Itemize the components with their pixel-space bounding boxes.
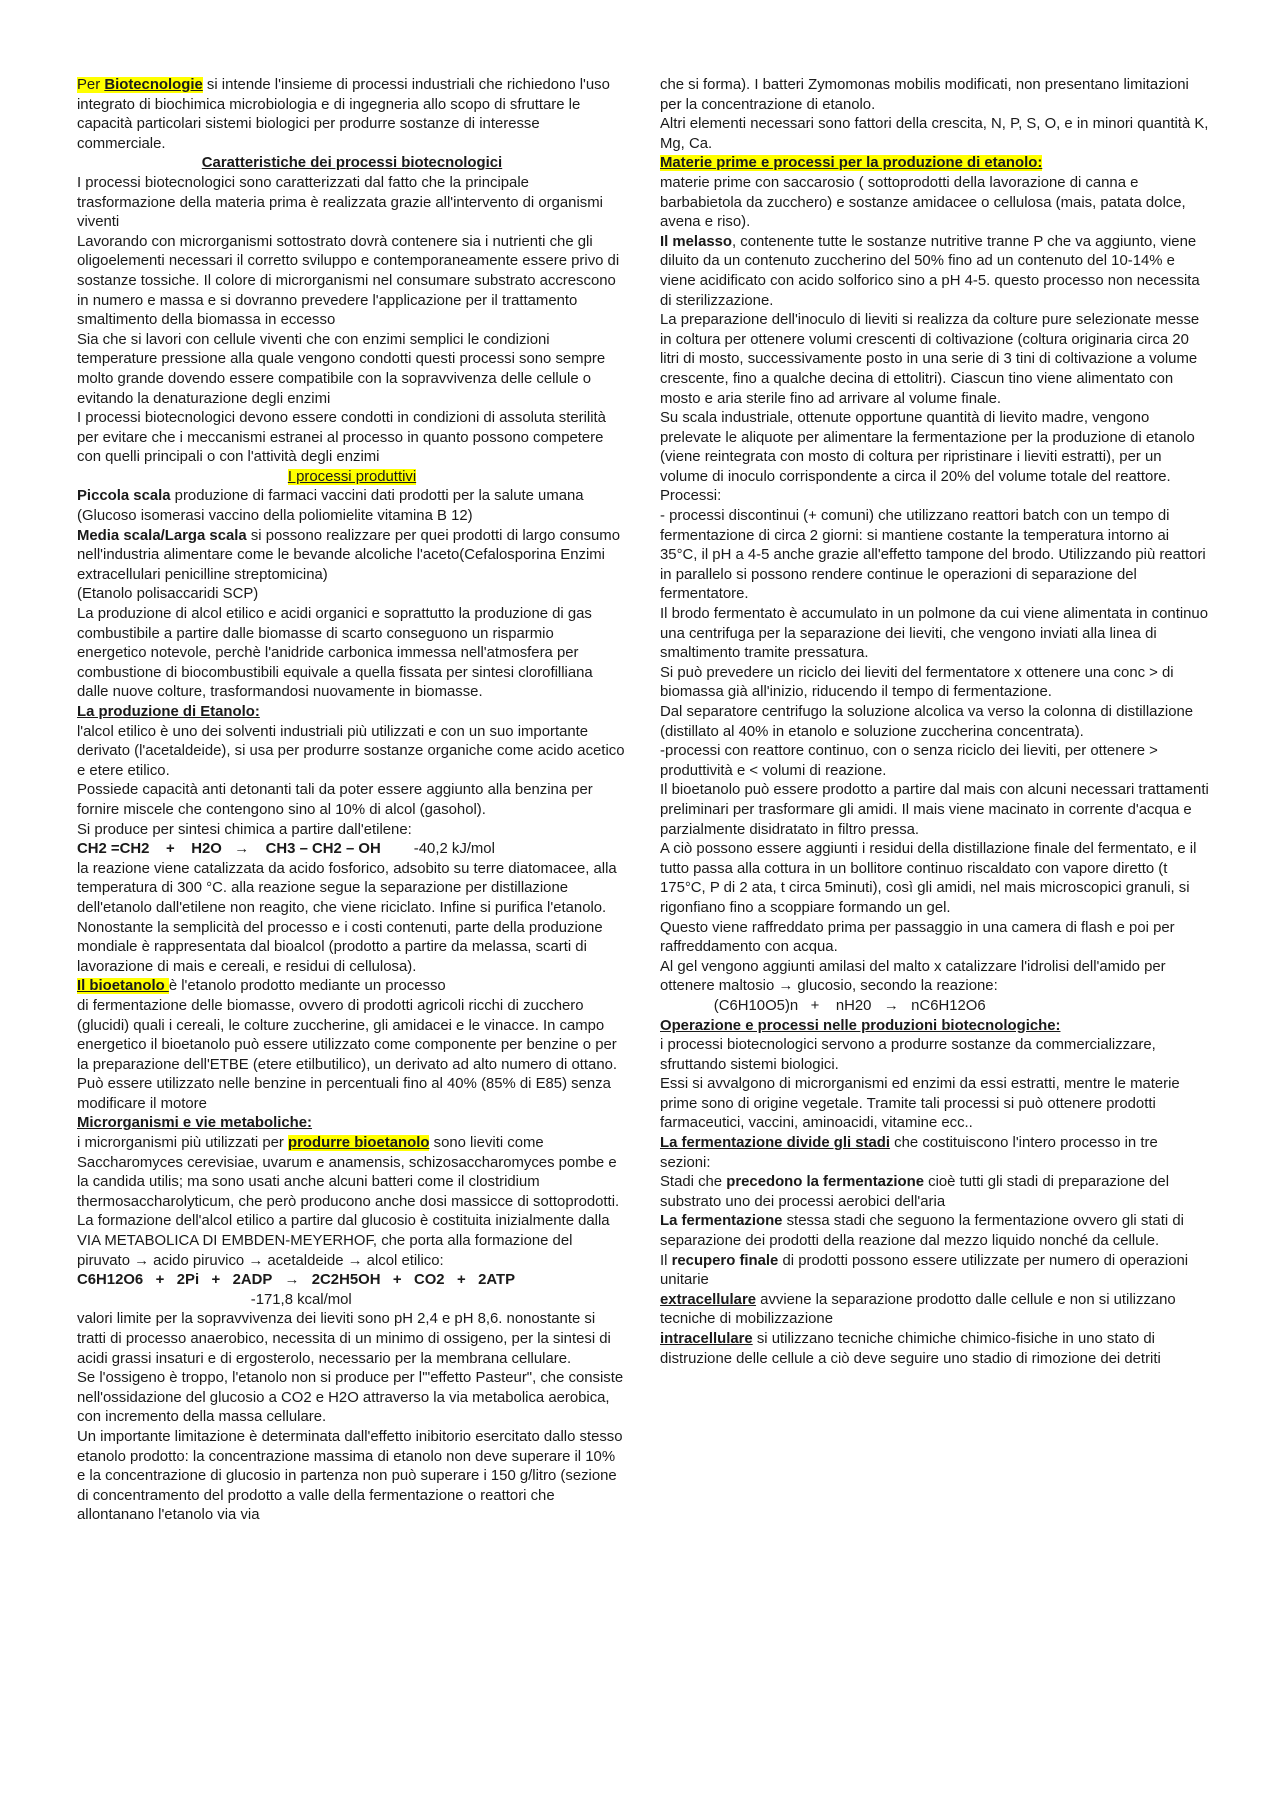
paragraph: Altri elementi necessari sono fattori della crescita, N, P, S, O, e in minori quantità K, Mg, Ca. — [660, 116, 1209, 152]
paragraph: di fermentazione delle biomasse, ovvero di prodotti agricoli ricchi di zucchero (glucidi) quali i cereali, le colture zuccherine, gli amidacei e le vinacce. In campo energetico il bioetanolo può essere utilizzato come componente per benzine o per la preparazione dell'ETBE (etere etilbutilico), un derivato ad alto numero di ottano. Può essere utilizzato nelle benzine in percentuali fino al 40% (85% di E85) senza modificare il motore — [77, 997, 618, 1112]
equation-starch: (C6H10O5)n + nH20 → nC6H12O6 — [660, 997, 986, 1014]
paragraph: I processi biotecnologici devono essere condotti in condizioni di assoluta sterilità per evitare che i meccanismi estranei al processo in quanto possono competere con quelli principali o con l'attività degli enzimi — [77, 410, 606, 466]
fermentazione-text: che costituiscono l'intero processo in tre sezioni: — [660, 1135, 1158, 1171]
heading-processi-produttivi: I processi produttivi — [287, 468, 417, 485]
heading-operazione: Operazione e processi nelle produzioni biotecnologiche: — [660, 1017, 1061, 1034]
intro-per: Per — [77, 77, 101, 93]
heading-microrganismi: Microrganismi e vie metaboliche: — [77, 1115, 313, 1132]
paragraph: Un importante limitazione è determinata dall'effetto inibitorio esercitato dallo stesso etanolo prodotto: la concentrazione massima di etanolo non deve superare il 10% e la concentrazione di glucosio in partenza non può superare i 150 g/litro (sezione di concentramento del prodotto a valle della fermentazione o reattori che allontanano l'etanolo via via — [77, 1428, 623, 1524]
equation-glucose: C6H12O6 + 2Pi + 2ADP → 2C2H5OH + CO2 + 2ATP — [77, 1272, 516, 1289]
microrganismi-pre: i microrganismi più utilizzati per — [77, 1135, 289, 1152]
paragraph: I processi biotecnologici sono caratterizzati dal fatto che la principale trasformazione della materia prima è realizzata grazie all'intervento di organismi viventi — [77, 174, 603, 231]
produrre-bioetanolo-term: produrre bioetanolo — [288, 1135, 430, 1152]
paragraph: - processi discontinui (+ comuni) che utilizzano reattori batch con un tempo di fermentazione di circa 2 giorni: si mantiene costante la temperatura intorno ai 35°C, il pH a 4-5 anche grazie all'effetto tampone del brodo. Utilizzando più reattori in parallelo si possono rendere continue le operazioni di separazione del fermentatore. — [660, 508, 1206, 603]
paragraph: La produzione di alcol etilico e acidi organici e soprattutto la produzione di gas combustibile a partire dalle biomasse di scarto conseguono un risparmio energetico notevole, perchè l'anidride carbonica immessa nell'atmosfera per combustione di biocombustibili equivale a quella fissata per sintesi clorofilliana dalle nuove colture, trasformandosi nuovamente in biomasse. — [77, 606, 593, 701]
intracellulare-text: si utilizzano tecniche chimiche chimico-fisiche in uno stato di distruzione delle cellule a ciò deve seguire uno stadio di rimozione dei detriti — [660, 1331, 1161, 1367]
intracellulare-paragraph — [660, 1330, 1210, 1369]
left-column — [77, 76, 627, 1811]
piccola-scala-text: produzione di farmaci vaccini dati prodotti per la salute umana (Glucoso isomerasi vaccino della poliomielite vitamina B 12) — [77, 488, 584, 525]
paragraph: che si forma). I batteri Zymomonas mobilis modificati, non presentano limitazioni per la concentrazione di etanolo. — [660, 77, 1189, 113]
equation-ethylene — [77, 840, 627, 860]
paragraph: -processi con reattore continuo, con o senza riciclo dei lieviti, per ottenere > produttività e < volumi di reazione. — [660, 743, 1158, 779]
extracellulare-paragraph — [660, 1291, 1210, 1330]
paragraph: Se l'ossigeno è troppo, l'etanolo non si produce per l'"effetto Pasteur", che consiste nell'ossidazione del glucosio a CO2 e H2O attraverso la via metabolica aerobica, con incremento della massa cellulare. — [77, 1370, 624, 1426]
stadio-1-post: cioè tutti gli stadi di preparazione del substrato uno dei processi aerobici dell'aria — [660, 1174, 1170, 1210]
paragraph: Dal separatore centrifugo la soluzione alcolica va verso la colonna di distillazione (distillato al 40% in etanolo e soluzione zuccherina concentrata). — [660, 704, 1194, 740]
stadio-1-pre: Stadi che — [660, 1174, 727, 1191]
fermentazione-paragraph — [660, 1134, 1210, 1173]
paragraph: valori limite per la sopravvivenza dei lieviti sono pH 2,4 e pH 8,6. nonostante si tratti di processo anaerobico, necessita di un minimo di ossigeno, per la sintesi di acidi grassi insaturi e di ergosterolo, necessario per la membrana cellulare. — [77, 1311, 611, 1367]
piccola-scala-label: Piccola scala — [77, 488, 171, 505]
paragraph: Questo viene raffreddato prima per passaggio in una camera di flash e poi per raffreddamento con acqua. — [660, 919, 1175, 956]
paragraph: l'alcol etilico è uno dei solventi industriali più utilizzati e con un suo importante derivato (l'acetaldeide), si usa per produrre sostanze organiche come acido acetico e etere etilico. — [77, 723, 625, 779]
microrganismi-paragraph — [77, 1134, 627, 1212]
paragraph: (Etanolo polisaccaridi SCP) — [77, 586, 259, 603]
heading-materie-prime: Materie prime e processi per la produzione di etanolo: — [660, 155, 1043, 172]
melasso-text: , contenente tutte le sostanze nutritive tranne P che va aggiunto, viene diluito da un contenuto zuccherino del 50% fino ad un contenuto del 10-14% e viene acidificato con acido solforico sino a pH 4-5. questo processo non necessita di sterilizzazione. — [660, 233, 1200, 309]
melasso-paragraph — [660, 233, 1210, 311]
intracellulare-label: intracellulare — [660, 1331, 753, 1347]
paragraph: Al gel vengono aggiunti amilasi del malto x catalizzare l'idrolisi dell'amido per ottenere maltosio → glucosio, secondo la reazione: — [660, 958, 1166, 995]
paragraph: Il brodo fermentato è accumulato in un polmone da cui viene alimentata in continuo una centrifuga per la separazione dei lieviti, che vengono inviati alla linea di smaltimento tramite pressatura. — [660, 606, 1208, 662]
paragraph: Essi si avvalgono di microrganismi ed enzimi da essi estratti, mentre le materie prime sono di origine vegetale. Tramite tali processi si può ottenere prodotti farmaceutici, vaccini, aminoacidi, vitamine ecc.. — [660, 1076, 1180, 1132]
stadio-1-bold: precedono la fermentazione — [726, 1174, 924, 1191]
media-scala-paragraph — [77, 527, 627, 586]
biotecnologie-term: Biotecnologie — [104, 77, 203, 93]
paragraph: Nonostante la semplicità del processo e i costi contenuti, parte della produzione mondiale è rappresentata dal bioalcol (prodotto a partire da melassa, scarti di lavorazione di mais e cereali, e residui di cellulosa). — [77, 919, 603, 975]
paragraph: A ciò possono essere aggiunti i residui della distillazione finale del fermentato, e il tutto passa alla cottura in un bollitore continuo riscaldato con vapore diretto (t 175°C, P di 2 ata, t circa 5minuti), così gli amidi, nel mais microscopici granuli, si rigonfiano fino a scoppiare formando un gel. — [660, 841, 1197, 916]
stadio-3-paragraph — [660, 1252, 1210, 1291]
stadio-2-paragraph — [660, 1212, 1210, 1251]
stadio-2-post: stessa stadi che seguono la fermentazione ovvero gli stati di separazione dei prodotti della reazione dal mezzo liquido nonché da cellule. — [660, 1213, 1184, 1250]
stadio-3-bold: recupero finale — [671, 1252, 779, 1269]
stadio-1-paragraph — [660, 1173, 1210, 1212]
heading-materie-prime-wrap — [660, 154, 1210, 174]
equation-ethylene-formula: CH2 =CH2 + H2O → CH3 – CH2 – OH — [77, 841, 381, 858]
paragraph: La formazione dell'alcol etilico a partire dal glucosio è costituita inizialmente dalla VIA METABOLICA DI EMBDEN-MEYERHOF, che porta alla formazione del piruvato → acido piruvico → acetaldeide → alcol etilico: — [77, 1213, 610, 1269]
paragraph: Processi: — [660, 488, 722, 505]
heading-processi-produttivi-wrap — [77, 468, 627, 488]
paragraph: Su scala industriale, ottenute opportune quantità di lievito madre, vengono prelevate le aliquote per alimentare la fermentazione per la produzione di etanolo (viene reintegrata con mosto di coltura per ripristinare i lieviti estratti), per un volume di inoculo corrispondente a circa il 20% del volume totale del reattore. — [660, 410, 1195, 485]
paragraph: Possiede capacità anti detonanti tali da poter essere aggiunto alla benzina per fornire miscele che contengono sino al 10% di alcol (gasohol). — [77, 782, 593, 818]
paragraph: i processi biotecnologici servono a produrre sostanze da commercializzare, sfruttando sistemi biologici. — [660, 1037, 1156, 1073]
piccola-scala-paragraph — [77, 487, 627, 526]
heading-caratteristiche: Caratteristiche dei processi biotecnologici — [201, 155, 503, 172]
paragraph: Sia che si lavori con cellule viventi che con enzimi semplici le condizioni temperature pressione alla quale vengono condotti questi processi sono sempre molto grande dovendo essere compatibile con la sopravvivenza delle cellule o evitando la denaturazione degli enzimi — [77, 331, 606, 407]
paragraph: materie prime con saccarosio ( sottoprodotti della lavorazione di canna e barbabietola da zucchero) e sostanze amidacee o cellulosa (mais, patata dolce, avena e riso). — [660, 174, 1186, 231]
bioetanolo-term: Il bioetanolo — [77, 978, 169, 995]
melasso-label: Il melasso — [660, 233, 733, 250]
media-scala-label: Media scala/Larga scala — [77, 527, 247, 544]
extracellulare-text: avviene la separazione prodotto dalle cellule e non si utilizzano tecniche di mobilizzazione — [660, 1291, 1176, 1328]
fermentazione-label: La fermentazione divide gli stadi — [660, 1135, 891, 1152]
intro-paragraph — [77, 76, 627, 154]
paragraph: Il bioetanolo può essere prodotto a partire dal mais con alcuni necessari trattamenti preliminari per trasformare gli amidi. Il mais viene macinato in corrente d'acqua e parzialmente disidratato in filtro pressa. — [660, 782, 1209, 838]
equation-glucose-energy: -171,8 kcal/mol — [77, 1291, 352, 1308]
stadio-3-pre: Il — [660, 1252, 672, 1269]
intro-text: si intende l'insieme di processi industriali che richiedono l'uso integrato di biochimica microbiologia e di ingegneria allo scopo di sfruttare le capacità particolari sistemi biologici per produrre sostanze di interesse commerciale. — [77, 77, 610, 152]
stadio-3-post: di prodotti possono essere utilizzate per numero di operazioni unitarie — [660, 1252, 1189, 1289]
media-scala-text: si possono realizzare per quei prodotti di largo consumo nell'industria alimentare come le bevande alcoliche l'aceto(Cefalosporina Enzimi extracellulari penicilline streptomicina) — [77, 527, 620, 583]
paragraph: Si può prevedere un riciclo dei lieviti del fermentatore x ottenere una conc > di biomassa già all'inizio, riducendo il tempo di fermentazione. — [660, 664, 1174, 701]
stadio-2-bold: La fermentazione — [660, 1213, 783, 1230]
extracellulare-label: extracellulare — [660, 1291, 757, 1308]
bioetanolo-text: è l'etanolo prodotto mediante un processo — [168, 978, 446, 995]
paragraph: la reazione viene catalizzata da acido fosforico, adsobito su terre diatomacee, alla temperatura di 300 °C. alla reazione segue la separazione per distillazione dell'etanolo dall'etilene non reagito, che viene riciclato. Infine si purifica l'etanolo. — [77, 860, 617, 916]
right-column — [660, 76, 1210, 1811]
bioetanolo-paragraph — [77, 977, 627, 997]
paragraph: Lavorando con microrganismi sottostrato dovrà contenere sia i nutrienti che gli oligoelementi necessari il corretto sviluppo e contemporaneamente essere privo di sostanze tossiche. Il colore di microrganismi nel consumare substrato accrescono in numero e massa e si dovranno prevedere l'applicazione per il trattamento smaltimento della biomassa in eccesso — [77, 233, 620, 329]
equation-ethylene-energy: -40,2 kJ/mol — [380, 841, 495, 858]
microrganismi-post: sono lieviti come Saccharomyces cerevisiae, uvarum e anamensis, schizosaccharomyces pombe e la candida utilis; ma sono usati anche alcuni batteri come il clostridium thermosaccharolyticum, che però producono anche dosi massicce di sottoprodotti. — [77, 1135, 620, 1210]
paragraph: Si produce per sintesi chimica a partire dall'etilene: — [77, 821, 412, 838]
heading-produzione-etanolo: La produzione di Etanolo: — [77, 704, 260, 720]
paragraph: La preparazione dell'inoculo di lieviti si realizza da colture pure selezionate messe in coltura per ottenere volumi crescenti di coltivazione (coltura originaria circa 20 litri di mosto, successivamente posto in una serie di 3 tini di coltivazione a volume crescente, fino a qualche decina di ettolitri). Ciascun tino viene alimentato con mosto e aria sterile fino ad arrivare al volume finale. — [660, 312, 1200, 407]
